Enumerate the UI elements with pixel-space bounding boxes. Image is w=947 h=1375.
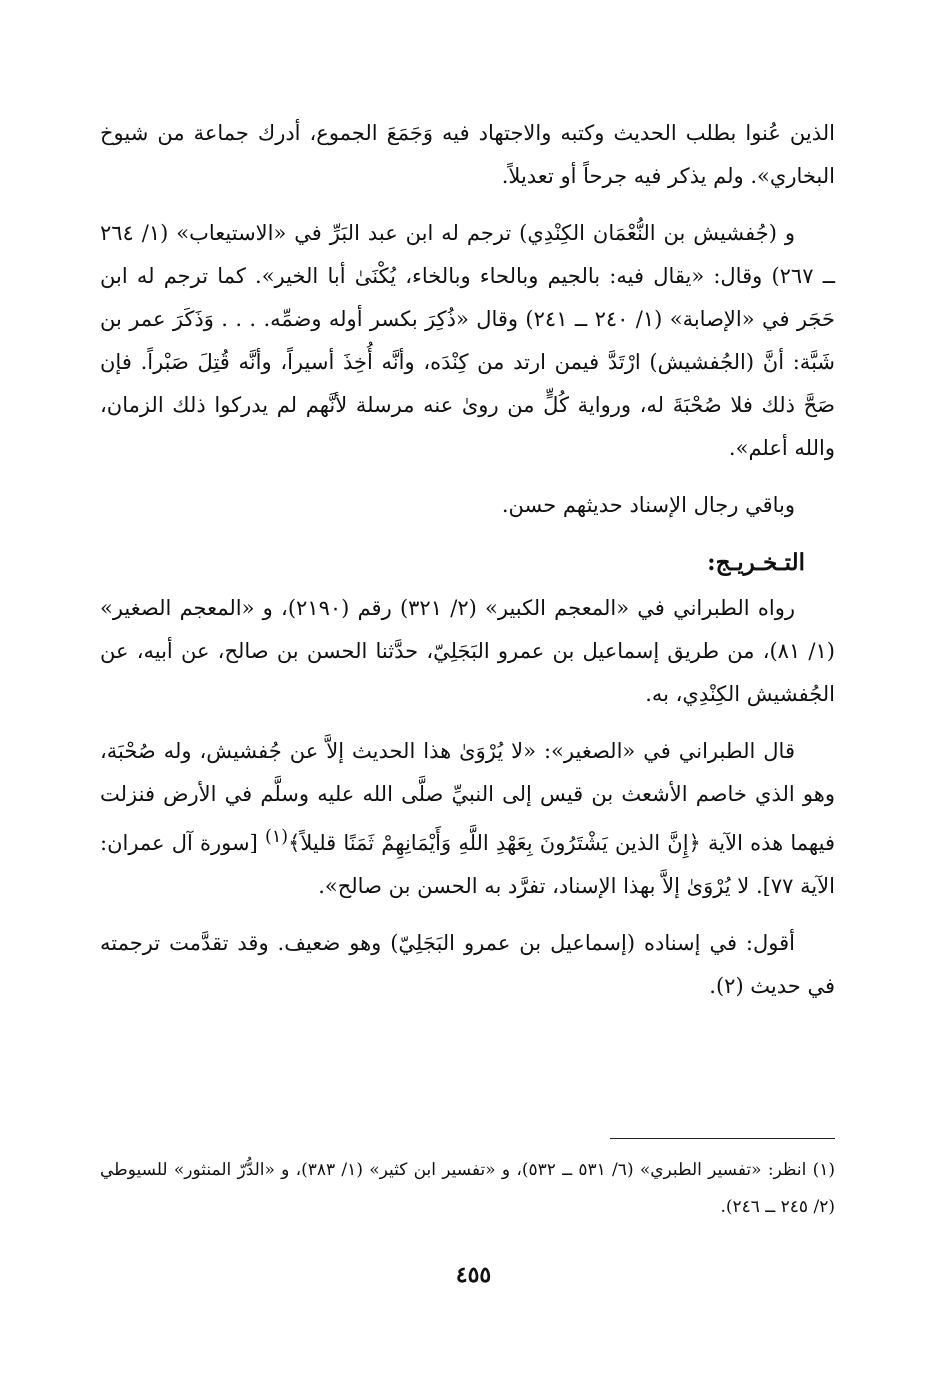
paragraph-6: أقول: في إسناده (إسماعيل بن عمرو البَجَلِيّ) وهو ضعيف. وقد تقدَّمت ترجمته في حديث (٢). <box>100 931 835 998</box>
paragraph-2: و (جُفشيش بن النُّعْمَان الكِنْدِي) ترجم له ابن عبد البَرِّ في «الاستيعاب» (١/ ٢٦٤ ــ ٢٦٧) وقال: «يقال فيه: بالجيم وبالحاء وبالخاء، يُكْنَىٰ أبا الخير». كما ترجم له ابن حَجَر في «الإصابة» (١/ ٢٤٠ ــ ٢٤١) وقال «ذُكِرَ بكسر أوله وضمِّه. . . . وَذَكَرَ عمر بن شَبَّة: أنَّ (الجُفشيش) ارْتَدَّ فيمن ارتد من كِنْدَه، وأنَّه أُخِذَ أسيراً، وأنَّه قُتِلَ صَبْراً. فإن صَحَّ ذلك فلا صُحْبَةَ له، ورواية كُلٍّ من روىٰ عنه مرسلة لأنَّهم لم يدركوا ذلك الزمان، والله أعلم». <box>100 221 835 460</box>
page-number: ٤٥٥ <box>455 1262 492 1288</box>
paragraph-1: الذين عُنوا بطلب الحديث وكتبه والاجتهاد فيه وَجَمَعَ الجموع، أدرك جماعة من شيوخ البخاري». ولم يذكر فيه جرحاً أو تعديلاً. <box>100 121 835 188</box>
paragraph-4: رواه الطبراني في «المعجم الكبير» (٢/ ٣٢١) رقم (٢١٩٠)، و «المعجم الصغير» (١/ ٨١)، من طريق إسماعيل بن عمرو البَجَلِيّ، حدَّثنا الحسن بن صالح، عن أبيه، عن الجُفشيش الكِنْدِي، به. <box>100 596 835 706</box>
paragraph-3: وباقي رجال الإسناد حديثهم حسن. <box>501 493 795 517</box>
footnote-ref: (١) <box>265 827 289 847</box>
footnote-divider <box>610 1138 835 1139</box>
paragraph-5-end: [سورة آل عمران: الآية ٧٧]. لا يُرْوَىٰ إلاَّ بهذا الإسناد، تفرَّد به الحسن بن صالح». <box>100 831 835 898</box>
footnote: (١) انظر: «تفسير الطبري» (٦/ ٥٣١ ــ ٥٣٢)، و «تفسير ابن كثير» (١/ ٣٨٣)، و «الدُّرّ المنثور» للسيوطي (٢/ ٢٤٥ ــ ٢٤٦). <box>100 1160 835 1217</box>
page-body <box>100 112 835 1022</box>
section-heading: التـخـريـج: <box>707 549 805 576</box>
paragraph-5 <box>100 730 835 908</box>
paragraph-5-text: قال الطبراني في «الصغير»: «لا يُرْوَىٰ هذا الحديث إلاَّ عن جُفشيش، وله صُحْبَة، وهو الذي خاصم الأشعث بن قيس إلى النبيِّ صلَّى الله عليه وسلَّم في الأرض فنزلت فيهما هذه الآية ﴿إِنَّ الذين يَشْتَرُونَ بِعَهْدِ اللَّهِ وَأَيْمَانِهِمْ ثَمَنًا قليلاً﴾ <box>100 739 835 855</box>
